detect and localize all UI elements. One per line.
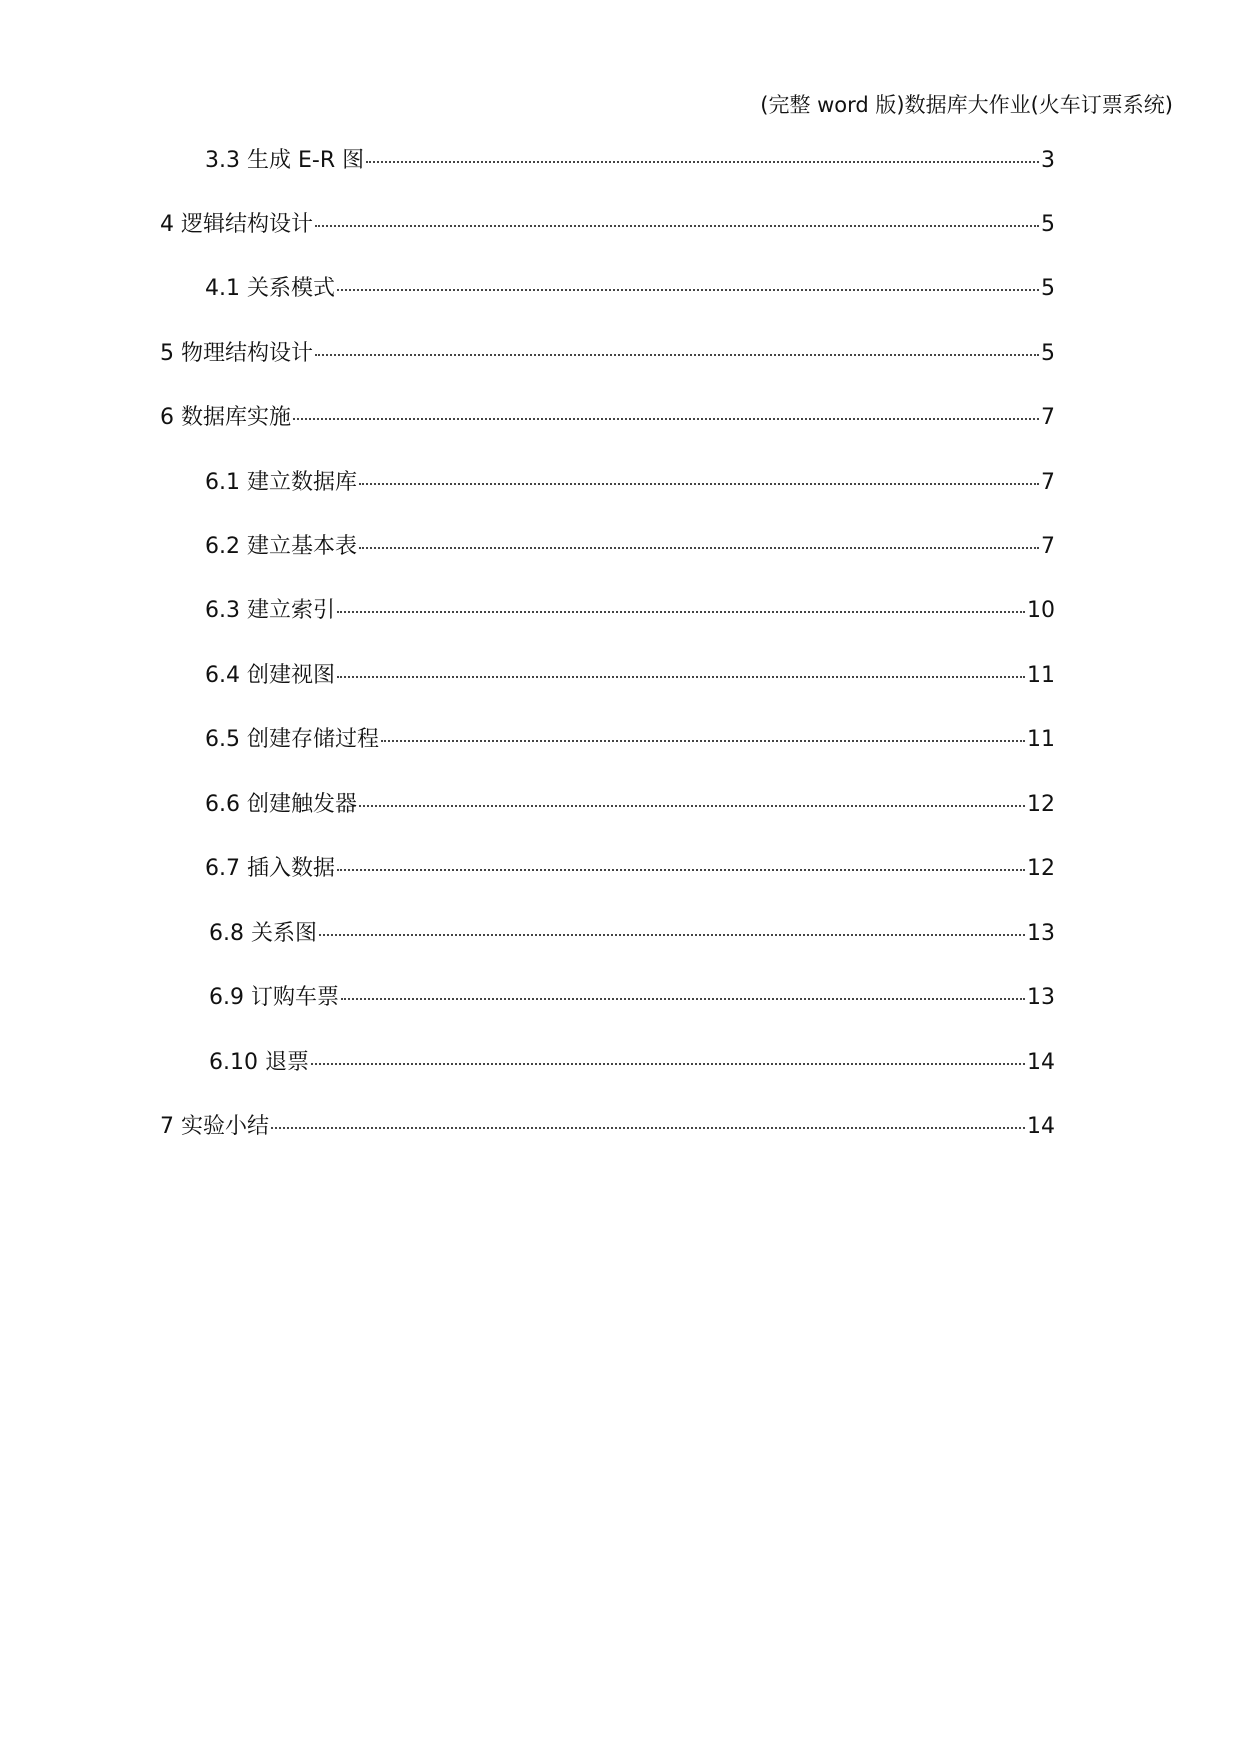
toc-entry-6-8[interactable] <box>209 923 1055 945</box>
toc-page-number: 3 <box>1041 148 1055 173</box>
toc-entry-6[interactable] <box>160 407 1055 429</box>
toc-page-number: 13 <box>1027 921 1055 946</box>
toc-entry-title: 6.8 关系图 <box>209 921 317 946</box>
toc-page-number: 12 <box>1027 792 1055 817</box>
toc-page-number: 13 <box>1027 985 1055 1010</box>
toc-entry-title: 6.6 创建触发器 <box>205 792 357 817</box>
toc-entry-6-7[interactable] <box>205 858 1055 880</box>
toc-entry-6-3[interactable] <box>205 600 1055 622</box>
toc-entry-6-10[interactable] <box>209 1052 1055 1074</box>
toc-page-number: 11 <box>1027 727 1055 752</box>
toc-dot-leader <box>359 483 1039 485</box>
toc-entry-title: 7 实验小结 <box>160 1114 269 1139</box>
toc-entry-4[interactable] <box>160 214 1055 236</box>
toc-page-number: 7 <box>1041 470 1055 495</box>
toc-page-number: 7 <box>1041 405 1055 430</box>
toc-entry-title: 6.3 建立索引 <box>205 598 335 623</box>
toc-page-number: 5 <box>1041 276 1055 301</box>
toc-dot-leader <box>337 869 1025 871</box>
page-header: (完整 word 版)数据库大作业(火车订票系统) <box>760 93 1173 117</box>
toc-entry-7[interactable] <box>160 1116 1055 1138</box>
toc-entry-6-4[interactable] <box>205 665 1055 687</box>
toc-entry-6-6[interactable] <box>205 794 1055 816</box>
toc-entry-title: 6.2 建立基本表 <box>205 534 357 559</box>
toc-entry-6-1[interactable] <box>205 472 1055 494</box>
toc-entry-6-2[interactable] <box>205 536 1055 558</box>
toc-page-number: 5 <box>1041 212 1055 237</box>
toc-dot-leader <box>293 418 1039 420</box>
toc-entry-title: 6.10 退票 <box>209 1050 309 1075</box>
toc-entry-4-1[interactable] <box>205 278 1055 300</box>
toc-dot-leader <box>315 225 1039 227</box>
toc-entry-6-5[interactable] <box>205 729 1055 751</box>
toc-page-number: 11 <box>1027 663 1055 688</box>
toc-page-number: 14 <box>1027 1050 1055 1075</box>
toc-dot-leader <box>337 289 1039 291</box>
toc-entry-title: 3.3 生成 E-R 图 <box>205 148 365 173</box>
toc-dot-leader <box>315 354 1039 356</box>
toc-entry-title: 6.9 订购车票 <box>209 985 339 1010</box>
toc-entry-3-3[interactable] <box>205 150 1055 172</box>
toc-dot-leader <box>319 934 1025 936</box>
toc-dot-leader <box>341 998 1025 1000</box>
toc-entry-title: 6.7 插入数据 <box>205 856 335 881</box>
toc-entry-title: 6.4 创建视图 <box>205 663 335 688</box>
toc-dot-leader <box>366 161 1039 163</box>
toc-entry-title: 6.5 创建存储过程 <box>205 727 379 752</box>
toc-dot-leader <box>359 547 1039 549</box>
toc-entry-title: 4.1 关系模式 <box>205 276 335 301</box>
toc-page-number: 5 <box>1041 341 1055 366</box>
toc-dot-leader <box>359 805 1025 807</box>
toc-page-number: 10 <box>1027 598 1055 623</box>
toc-entry-title: 6.1 建立数据库 <box>205 470 357 495</box>
toc-entry-5[interactable] <box>160 343 1055 365</box>
toc-dot-leader <box>271 1127 1025 1129</box>
toc-page-number: 12 <box>1027 856 1055 881</box>
toc-entry-title: 5 物理结构设计 <box>160 341 313 366</box>
toc-dot-leader <box>311 1063 1025 1065</box>
toc-dot-leader <box>337 676 1025 678</box>
toc-page-number: 14 <box>1027 1114 1055 1139</box>
toc-page-number: 7 <box>1041 534 1055 559</box>
toc-dot-leader <box>337 611 1025 613</box>
toc-entry-6-9[interactable] <box>209 987 1055 1009</box>
toc-dot-leader <box>381 740 1025 742</box>
toc-entry-title: 6 数据库实施 <box>160 405 291 430</box>
toc-entry-title: 4 逻辑结构设计 <box>160 212 313 237</box>
